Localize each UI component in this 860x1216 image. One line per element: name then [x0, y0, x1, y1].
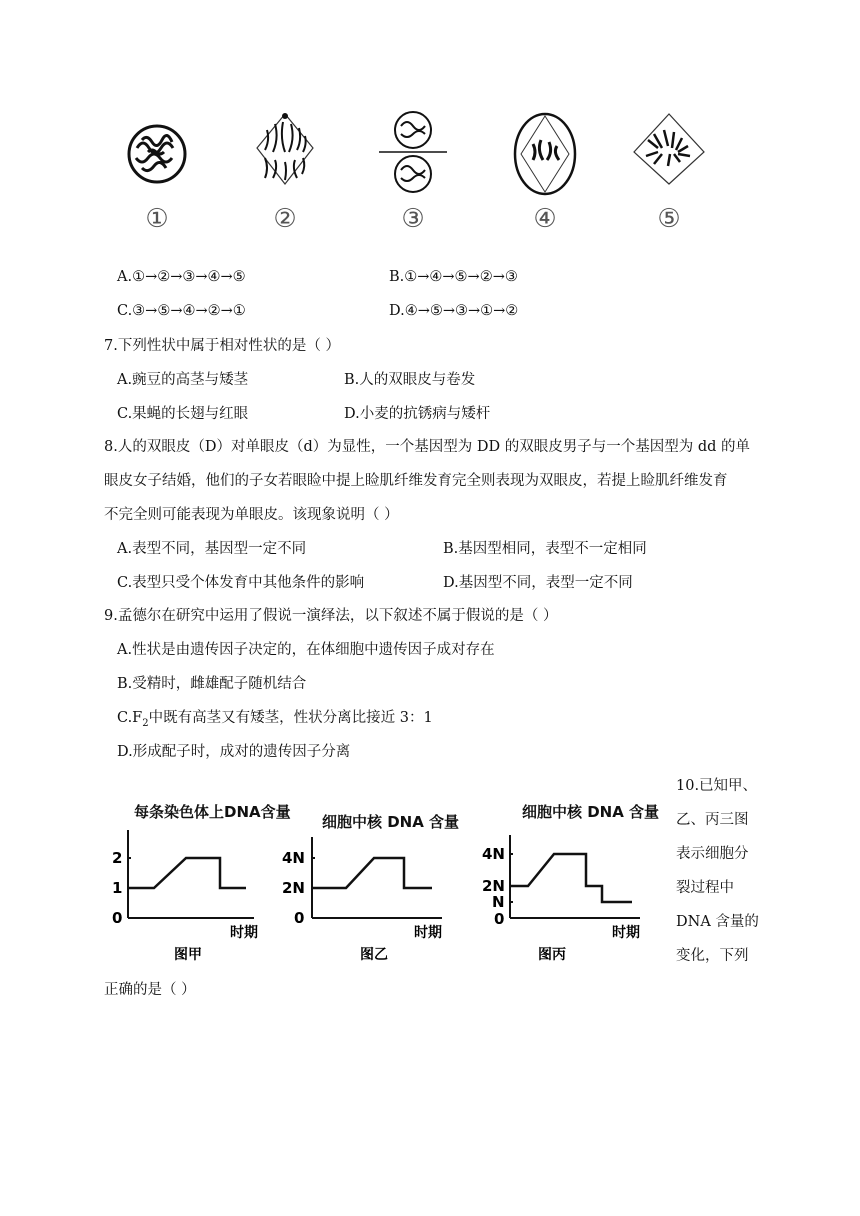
graph-bing-y-tick-4n: 4N: [482, 845, 505, 863]
q6-option-d[interactable]: D.④→⑤→③→①→②: [389, 303, 519, 319]
graph-bing-plot: [482, 797, 682, 972]
graph-jia-xlabel: 时期: [230, 925, 258, 941]
q10-stem-line-4: 裂过程中: [676, 880, 734, 896]
q6-option-a[interactable]: A.①→②→③→④→⑤: [117, 269, 246, 285]
interphase-cell-icon: [122, 108, 192, 188]
cell-label-5: ⑤: [657, 204, 681, 234]
graph-yi-curve: [312, 858, 432, 888]
graph-bing-xlabel: 时期: [612, 925, 640, 941]
cell-1: [112, 108, 202, 243]
spindle-cell-icon: [245, 108, 325, 188]
q9-option-d[interactable]: D.形成配子时，成对的遗传因子分离: [117, 744, 351, 760]
q10-stem-line-2: 乙、丙三图: [676, 812, 749, 828]
q10-stem-last-line: 正确的是（ ）: [104, 982, 196, 998]
q8-option-c[interactable]: C.表型只受个体发育中其他条件的影响: [117, 575, 365, 591]
q10-stem-line-5: DNA 含量的: [676, 914, 759, 930]
graph-bing-y-tick-0: 0: [494, 910, 505, 928]
graph-jia-title: 每条染色体上DNA含量: [134, 803, 291, 821]
q9-stem: 9.孟德尔在研究中运用了假说一演绎法，以下叙述不属于假说的是（ ）: [104, 608, 558, 624]
q8-stem-line-2: 眼皮女子结婚，他们的子女若眼睑中提上睑肌纤维发育完全则表现为双眼皮，若提上睑肌纤维发育: [104, 473, 728, 489]
graph-yi: [282, 797, 482, 972]
graph-jia-y-tick-1: 1: [112, 879, 123, 897]
metaphase-cell-icon: [624, 108, 714, 188]
graph-bing: [482, 797, 682, 972]
cell-label-3: ③: [401, 204, 425, 234]
q9-option-c[interactable]: [117, 708, 433, 734]
graph-yi-title: 细胞中核 DNA 含量: [322, 813, 460, 831]
cell-3: [368, 108, 458, 243]
cell-2: [240, 108, 330, 243]
graph-bing-name: 图丙: [538, 947, 566, 963]
graph-yi-plot: [282, 797, 482, 972]
q8-stem-line-3: 不完全则可能表现为单眼皮。该现象说明（ ）: [104, 507, 399, 523]
q10-stem-line-6: 变化，下列: [676, 948, 749, 964]
q7-option-a[interactable]: A.豌豆的高茎与矮茎: [117, 372, 249, 388]
q10-stem-line-1: 10.已知甲、: [676, 778, 758, 794]
graph-bing-title: 细胞中核 DNA 含量: [522, 803, 660, 821]
q8-stem-line-1: 8.人的双眼皮（D）对单眼皮（d）为显性，一个基因型为 DD 的双眼皮男子与一个基因型为 dd 的单: [104, 439, 750, 455]
q6-option-b[interactable]: B.①→④→⑤→②→③: [389, 269, 518, 285]
q8-option-b[interactable]: B.基因型相同，表型不一定相同: [443, 541, 647, 557]
q6-option-c[interactable]: C.③→⑤→④→②→①: [117, 303, 246, 319]
graph-jia: [108, 797, 308, 972]
graph-jia-y-tick-0: 0: [112, 909, 123, 927]
graph-bing-curve: [510, 854, 632, 902]
q9-option-a[interactable]: A.性状是由遗传因子决定的，在体细胞中遗传因子成对存在: [117, 642, 495, 658]
graph-yi-name: 图乙: [360, 947, 388, 963]
q7-option-b[interactable]: B.人的双眼皮与卷发: [344, 372, 476, 388]
q7-option-c[interactable]: C.果蝇的长翅与红眼: [117, 406, 249, 422]
q9-option-c-text: 中既有高茎又有矮茎，性状分离比接近 3：1: [148, 710, 433, 726]
q8-option-a[interactable]: A.表型不同，基因型一定不同: [117, 541, 307, 557]
cell-label-1: ①: [145, 204, 169, 234]
q8-option-d[interactable]: D.基因型不同，表型一定不同: [443, 575, 633, 591]
cell-division-figure: [110, 108, 730, 243]
q9-option-c-subscript: 2: [142, 717, 149, 729]
cell-label-2: ②: [273, 204, 297, 234]
q9-option-b[interactable]: B.受精时，雌雄配子随机结合: [117, 676, 307, 692]
graph-bing-y-tick-2n: 2N: [482, 877, 505, 895]
graph-yi-y-tick-0: 0: [294, 909, 305, 927]
q10-stem-line-3: 表示细胞分: [676, 846, 749, 862]
prophase-cell-icon: [505, 108, 585, 198]
graph-jia-curve: [128, 858, 246, 888]
q9-option-c-prefix: C.F: [117, 710, 143, 726]
cell-label-4: ④: [533, 204, 557, 234]
graph-yi-y-tick-4n: 4N: [282, 849, 305, 867]
graph-bing-y-tick-n: N: [492, 893, 505, 911]
graph-jia-name: 图甲: [174, 947, 202, 963]
telophase-cell-icon: [373, 108, 453, 198]
graph-yi-y-tick-2n: 2N: [282, 879, 305, 897]
q7-option-d[interactable]: D.小麦的抗锈病与矮杆: [344, 406, 491, 422]
cell-5: [624, 108, 714, 243]
graph-jia-y-tick-2: 2: [112, 849, 123, 867]
q7-stem: 7.下列性状中属于相对性状的是（ ）: [104, 338, 340, 354]
graph-yi-xlabel: 时期: [414, 925, 442, 941]
graph-jia-plot: [108, 797, 308, 972]
cell-4: [500, 108, 590, 243]
